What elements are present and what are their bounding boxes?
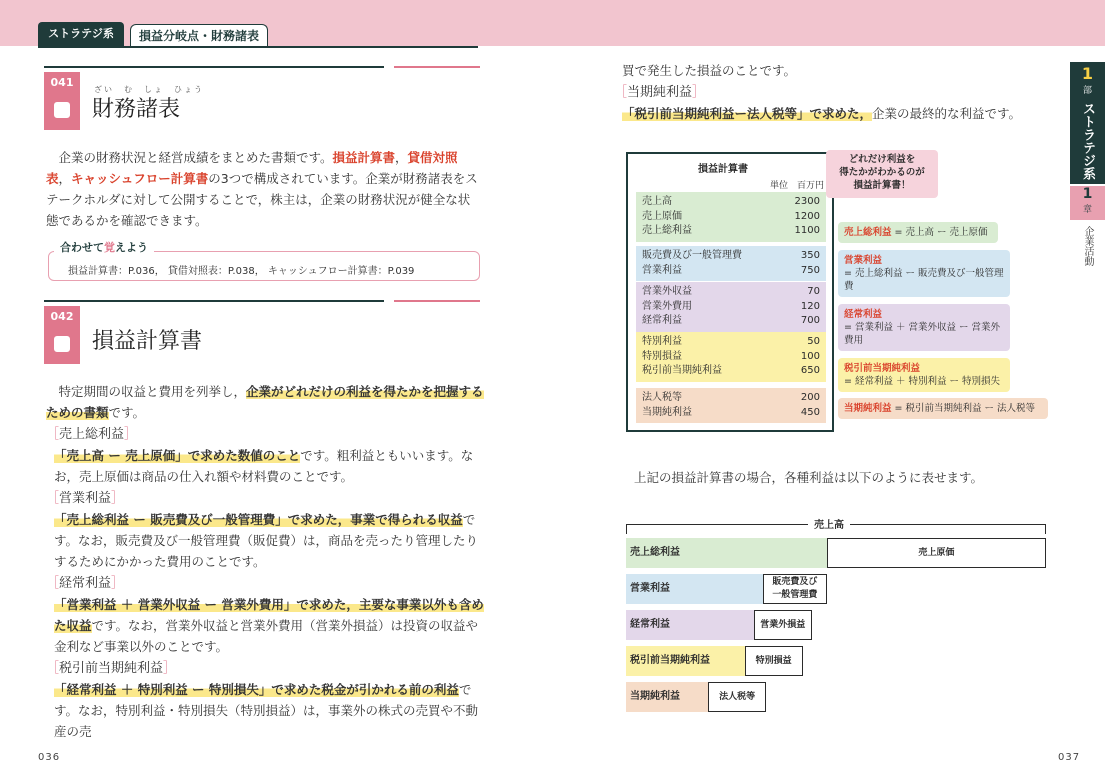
bar-label: 当期純利益 [630,691,680,702]
statement-group [636,282,826,332]
item-body-041 [46,147,480,231]
text-run: ， [395,150,408,165]
statement-row [636,335,826,350]
deduction-box: 販売費及び 一般管理費 [763,574,827,604]
text-run: の3つで構成されています。企業が財務諸表をステークホルダに対して公開することで，株主は，企業の財務状況が健全な状態であるかを確認できます。 [46,171,478,228]
row-value: 1200 [794,210,820,222]
row-value: 1100 [794,225,820,236]
formula-callout: 税引前当期純利益 = 経常利益 ＋ 特別利益 ー 特別損失 [838,358,1010,392]
item-rule-pink-2 [394,300,480,302]
statement-row [636,264,826,279]
row-value: 70 [807,286,820,297]
category-tab[interactable]: ストラテジ系 [38,22,124,46]
chapter-tab[interactable]: 1 章 [1070,186,1105,220]
chapter-name: 企業活動 [1082,226,1093,266]
term-definition: 「売上総利益 ー 販売費及び一般管理費」で求めた，事業で得られる収益です。なお，販売費及び一般管理費（販促費）は，商品を売ったり管理したりするためにかかった費用のことです。 [54,512,479,569]
statement-unit: 単位 百万円 [769,181,824,191]
related-link-2[interactable]: 貸借対照表：P.038 [167,266,255,277]
row-value: 100 [800,350,820,362]
row-label: 特別損益 [642,350,682,362]
sales-label: 売上高 [808,516,850,531]
keyword: 損益計算書 [332,150,396,165]
income-statement [626,152,834,432]
bar-label: 経常利益 [630,619,670,630]
term-heading: ［売上総利益］ [46,427,138,442]
row-label: 売上総利益 [642,225,692,236]
profit-bar [626,538,827,568]
statement-row [636,300,826,315]
speech-bubble: どれだけ利益を 得たかがわかるのが 損益計算書！ [826,150,938,198]
term-heading: ［当期純利益］ [614,85,706,100]
related-label: 合わせて覚えよう [54,238,154,256]
item-title-042: 損益計算書 [92,329,203,354]
formula-callout: 当期純利益 = 税引前当期純利益 ー 法人税等 [838,398,1048,419]
deduction-box: 特別損益 [745,646,803,676]
statement-group [636,332,826,382]
row-value: 2300 [794,196,820,207]
row-label: 営業外費用 [642,300,692,312]
statement-row [636,406,826,421]
profit-bar [626,574,763,604]
term-definition: 「経常利益 ＋ 特別利益 ー 特別損失」で求めた税金が引かれる前の利益です。なお，特別利益・特別損失（特別損益）は，事業外の株式の売買や不動産の売 [54,682,479,739]
right-body: 買で発生した損益のことです。 ［当期純利益］ 「税引前当期純利益ー法人税等」で求めた，企業の最終的な利益です。 [614,60,1034,124]
related-link-3[interactable]: キャッシュフロー計算書：P.039 [267,266,415,277]
checkbox-icon[interactable] [54,336,70,352]
profit-bar [626,610,754,640]
statement-row [636,350,826,365]
keyword: キャッシュフロー計算書 [71,171,209,186]
profit-bar [626,646,745,676]
item-badge-041 [44,72,80,130]
statement-group [636,192,826,242]
page-number-left: 036 [38,752,61,763]
statement-group [636,246,826,281]
page-number-right: 037 [1058,752,1081,763]
bar-label: 営業利益 [630,583,670,594]
bar-label: 税引前当期純利益 [630,655,710,666]
statement-title: 損益計算書 [698,164,748,175]
bar-label: 売上総利益 [630,547,680,558]
term-definition: 「営業利益 ＋ 営業外収益 ー 営業外費用」で求めた，主要な事業以外も含めた収益です。なお，営業外収益と営業外費用（営業外損益）は投資の収益や金利など事業以外のことです。 [54,597,484,654]
keyword: 貸借対照表 [46,150,458,186]
checkbox-icon[interactable] [54,102,70,118]
statement-row [636,391,826,406]
row-value: 450 [800,406,820,418]
continued-text: 買で発生した損益のことです。 [622,63,797,78]
row-value: 120 [800,300,820,312]
row-value: 200 [800,392,820,403]
row-label: 経常利益 [642,315,682,326]
row-label: 当期純利益 [642,406,692,418]
text-run: 企業の財務状況と経営成績をまとめた書類です。 [58,150,333,165]
row-label: 税引前当期純利益 [642,365,722,376]
term-heading: ［営業利益］ [46,491,125,506]
item-number: 042 [50,310,74,323]
related-links: 損益計算書：P.036， 貸借対照表：P.038， キャッシュフロー計算書：P.039 [68,266,415,277]
deduction-box: 法人税等 [708,682,766,712]
term-definition: 「売上高 ー 売上原価」で求めた数値のことです。粗利益ともいいます。なお，売上原価は商品の仕入れ額や材料費のことです。 [54,448,474,484]
term-heading: ［税引前当期純利益］ [46,661,177,676]
row-label: 販売費及び一般管理費 [642,250,742,261]
profit-bar [626,682,708,712]
statement-row [636,195,826,210]
term-heading: ［経常利益］ [46,576,125,591]
row-value: 750 [800,264,820,276]
item-number: 041 [50,76,74,89]
statement-group [636,388,826,423]
item-badge-042 [44,306,80,364]
item-rule-dark-2 [44,300,384,302]
deduction-box: 売上原価 [827,538,1046,568]
row-value: 350 [800,250,820,261]
statement-row [636,210,826,225]
row-label: 特別利益 [642,336,682,347]
text-run: ， [58,171,72,186]
statement-row [636,224,826,239]
part-tab[interactable]: 1 部 ストラテジ系 [1070,62,1105,184]
row-value: 650 [800,365,820,376]
header-rule [38,46,478,48]
statement-row [636,285,826,300]
formula-callout: 営業利益 = 売上総利益 ー 販売費及び一般管理費 [838,250,1010,297]
formula-callout: 経常利益 = 営業利益 ＋ 営業外収益 ー 営業外費用 [838,304,1010,351]
row-label: 売上高 [642,196,672,207]
row-label: 売上原価 [642,210,682,222]
row-value: 700 [800,315,820,326]
item-rule-dark [44,66,384,68]
deduction-box: 営業外損益 [754,610,812,640]
statement-row [636,249,826,264]
title-ruby: ざい む しょ ひょう [94,85,204,94]
after-text: 上記の損益計算書の場合，各種利益は以下のように表せます。 [634,470,984,485]
related-link-1[interactable]: 損益計算書：P.036 [68,266,155,277]
statement-row [636,364,826,379]
section-tab[interactable]: 損益分岐点・財務諸表 [130,24,268,48]
item-title-041: 財務諸表 [92,97,181,122]
row-value: 50 [807,336,820,347]
formula-callout: 売上総利益 = 売上高 ー 売上原価 [838,222,998,243]
row-label: 営業利益 [642,264,682,276]
row-label: 営業外収益 [642,286,692,297]
statement-row [636,314,826,329]
item-body-042: 特定期間の収益と費用を列挙し，企業がどれだけの利益を得たかを把握するための書類です。 ［売上総利益］ 「売上高 ー 売上原価」で求めた数値のことです。粗利益ともいいます。なお，売上原価は商品の仕入れ額や材料費のことです。 ［営業利益］ 「売上総利益 ー 販売費及び一般管理費」で求めた，事業で得られる収益です。なお，販売費及び一般管理費（販促費）は，商品を売ったり管理したりするためにかかった費用のことです。 ［経常利益］ 「営業利益 ＋ 営業外収益 ー 営業外費用」で求めた，主要な事業以外も含めた収益です。なお，営業外収益と営業外費用（営業外損益）は投資の収益や金利など事業以外のことです。 ［税引前当期純利益］ 「経常利益 ＋ 特別利益 ー 特別損失」で求めた税金が引かれる前の利益です。なお，特別利益・特別損失（特別損益）は，事業外の株式の売買や不動産の売 [46,381,486,742]
item-rule-pink [394,66,480,68]
row-label: 法人税等 [642,392,682,403]
